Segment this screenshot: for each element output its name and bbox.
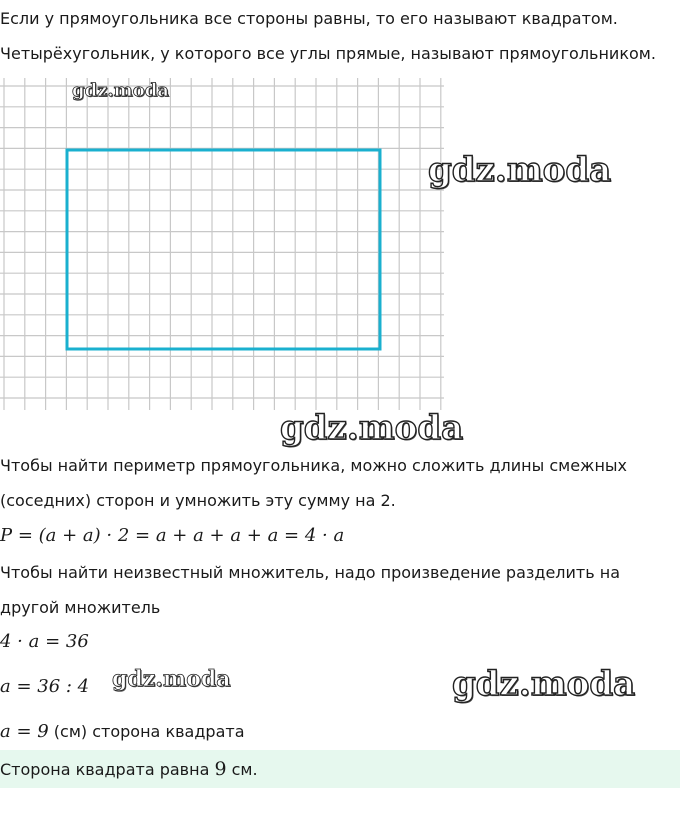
answer-prefix: Сторона квадрата равна	[0, 760, 215, 779]
grid-svg	[0, 78, 444, 410]
watermark: gdz.moda	[112, 666, 231, 692]
rectangle-figure	[67, 150, 380, 349]
rule-square-text: Если у прямоугольника все стороны равны, то его называют квадратом.	[0, 9, 618, 28]
factor-rule-line-2: другой множитель	[0, 598, 161, 617]
equation-2: a = 36 : 4	[0, 676, 90, 697]
answer-value: 9	[214, 758, 227, 780]
equation-1: 4 · a = 36	[0, 631, 89, 652]
watermark: gdz.moda	[72, 80, 169, 101]
perimeter-formula: P = (a + a) · 2 = a + a + a + a = 4 · a	[0, 525, 345, 546]
perimeter-rule-line-2: (соседних) сторон и умножить эту сумму на 2.	[0, 491, 396, 510]
rule-rectangle-text: Четырёхугольник, у которого все углы прямые, называют прямоугольником.	[0, 44, 656, 63]
perimeter-rule-line-1: Чтобы найти периметр прямоугольника, можно сложить длины смежных	[0, 456, 628, 475]
watermark: gdz.moda	[428, 150, 612, 190]
answer-suffix: см.	[226, 760, 258, 779]
result-variable: a = 9	[0, 721, 49, 742]
answer-box	[0, 750, 680, 788]
result-line	[0, 722, 245, 742]
result-text: (см) сторона квадрата	[48, 722, 245, 741]
factor-rule-line-1: Чтобы найти неизвестный множитель, надо произведение разделить на	[0, 563, 621, 582]
grid-drawing	[0, 78, 444, 410]
answer-text	[0, 759, 258, 780]
watermark: gdz.moda	[280, 408, 464, 448]
watermark: gdz.moda	[452, 664, 636, 704]
